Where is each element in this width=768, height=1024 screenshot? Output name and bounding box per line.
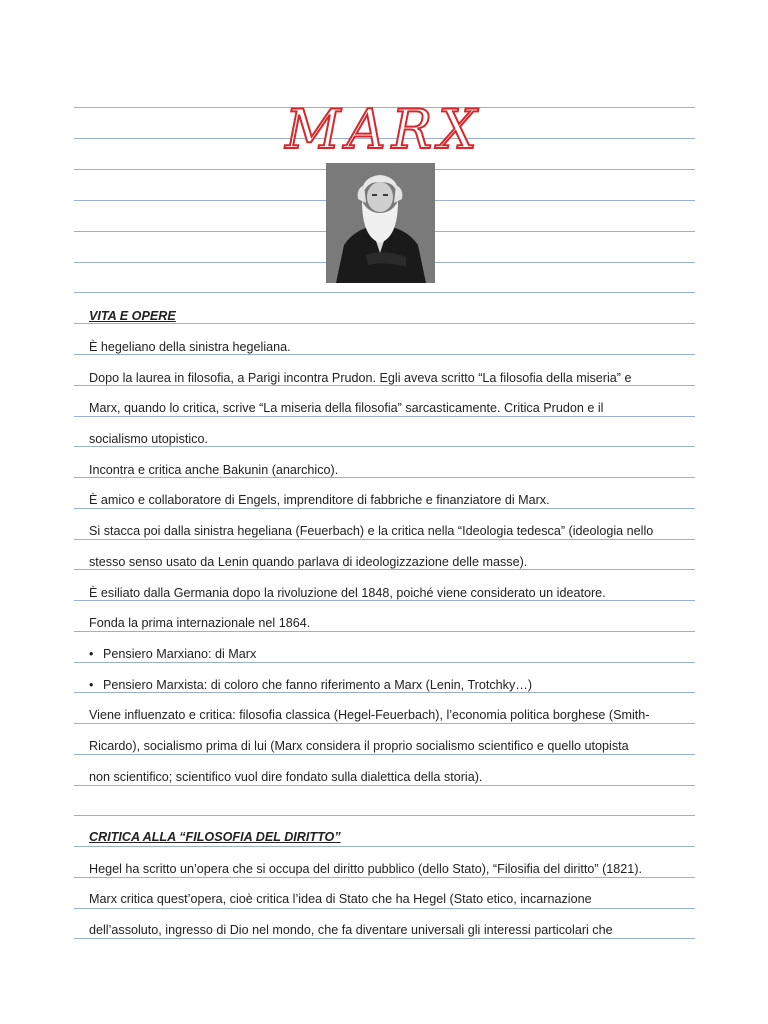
paragraph-line: stesso senso usato da Lenin quando parlava di ideologizzazione delle masse). [89, 555, 528, 569]
paragraph-line: È amico e collaboratore di Engels, imprenditore di fabbriche e finanziatore di Marx. [89, 493, 550, 507]
bullet-icon: • [89, 678, 94, 692]
ruled-line [74, 662, 695, 663]
section-heading-critica: CRITICA ALLA “FILOSOFIA DEL DIRITTO” [89, 830, 341, 844]
list-item-text: Pensiero Marxista: di coloro che fanno riferimento a Marx (Lenin, Trotchky…) [103, 678, 533, 692]
paragraph-line: Marx critica quest’opera, cioè critica l’idea di Stato che ha Hegel (Stato etico, incarnazione [89, 892, 592, 906]
paragraph-line: dell’assoluto, ingresso di Dio nel mondo, che fa diventare universali gli interessi particolari che [89, 923, 613, 937]
ruled-line [74, 785, 695, 786]
ruled-line [74, 723, 695, 724]
paragraph-line: Marx, quando lo critica, scrive “La miseria della filosofia” sarcasticamente. Critica Prudon e il [89, 401, 604, 415]
ruled-line [74, 416, 695, 417]
ruled-line [74, 815, 695, 816]
ruled-line [74, 508, 695, 509]
paragraph-line: È esiliato dalla Germania dopo la rivoluzione del 1848, poiché viene considerato un ideatore. [89, 586, 606, 600]
marx-portrait-image [326, 163, 435, 283]
ruled-line [74, 539, 695, 540]
paragraph-line: Hegel ha scritto un’opera che si occupa del diritto pubblico (dello Stato), “Filosifia del diritto” (1821). [89, 862, 643, 876]
paragraph-line: non scientifico; scientifico vuol dire fondato sulla dialettica della storia). [89, 770, 483, 784]
list-item [89, 677, 689, 693]
ruled-line [74, 292, 695, 293]
paragraph-line: È hegeliano della sinistra hegeliana. [89, 340, 291, 354]
document-title [264, 96, 504, 166]
ruled-line [74, 908, 695, 909]
ruled-line [74, 631, 695, 632]
list-item-text: Pensiero Marxiano: di Marx [103, 647, 257, 661]
paragraph-line: socialismo utopistico. [89, 432, 208, 446]
bullet-icon: • [89, 647, 94, 661]
ruled-line [74, 846, 695, 847]
ruled-line [74, 877, 695, 878]
document-title-text: MARX [285, 98, 483, 161]
paragraph-line: Dopo la laurea in filosofia, a Parigi incontra Prudon. Egli aveva scritto “La filosofia della miseria” e [89, 371, 632, 385]
ruled-line [74, 938, 695, 939]
title-block [0, 96, 768, 166]
paragraph-line: Viene influenzato e critica: filosofia classica (Hegel-Feuerbach), l’economia politica borghese (Smith- [89, 708, 650, 722]
paragraph-line: Fonda la prima internazionale nel 1864. [89, 616, 311, 630]
list-item [89, 646, 689, 662]
paragraph-line: Incontra e critica anche Bakunin (anarchico). [89, 463, 339, 477]
ruled-line [74, 754, 695, 755]
paragraph-line: Ricardo), socialismo prima di lui (Marx considera il proprio socialismo scientifico e quello utopista [89, 739, 629, 753]
section-heading-vita: VITA E OPERE [89, 309, 176, 323]
paragraph-line: Si stacca poi dalla sinistra hegeliana (Feuerbach) e la critica nella “Ideologia tedesca” (ideologia nello [89, 524, 654, 538]
